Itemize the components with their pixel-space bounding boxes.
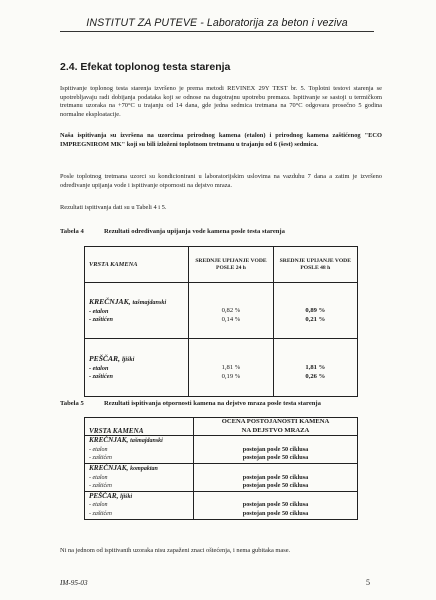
- absorption-value: 1,81 %: [305, 364, 326, 371]
- header-divider: [60, 31, 374, 32]
- frost-result: postojan posle 50 ciklusa: [194, 482, 358, 491]
- page-header: INSTITUT ZA PUTEVE - Laboratorija za beton i veziva: [86, 17, 348, 29]
- sample-label: - zaštićen: [85, 482, 194, 491]
- stone-name: PEŠČAR, ljiški: [89, 353, 135, 363]
- table-header-row: [85, 247, 358, 283]
- header-frost-rating: OCENA POSTOJANOSTI KAMENA: [194, 418, 358, 427]
- frost-result: postojan posle 50 ciklusa: [194, 501, 358, 510]
- page-number: 5: [366, 578, 370, 587]
- table-row: [85, 474, 358, 483]
- table-row: [85, 491, 358, 501]
- absorption-value: 0,26 %: [305, 372, 326, 380]
- table5-caption: [60, 400, 321, 407]
- table-row: [85, 510, 358, 519]
- table5-title: Rezultati ispitivanja otpornosti kamena na dejstvo mraza posle testa starenja: [104, 400, 321, 407]
- frost-result: postojan posle 50 ciklusa: [194, 454, 358, 463]
- value-cell-48h: [273, 339, 357, 397]
- header-absorption-48h: SREDNJE UPIJANJE VODE POSLE 48 h: [273, 247, 357, 283]
- sample-label: - etalon: [85, 474, 194, 483]
- sample-label: - zaštićen: [85, 454, 194, 463]
- sample-label: - etalon: [89, 364, 109, 372]
- sample-label: - zaštićen: [89, 373, 113, 380]
- stone-cell: [85, 283, 189, 339]
- table-header-row: [85, 418, 358, 427]
- absorption-value: 0,89 %: [305, 307, 326, 314]
- header-stone-type: VRSTA KAMENA: [85, 418, 194, 436]
- table4-number: Tabela 4: [60, 228, 84, 235]
- table-row: [85, 283, 358, 339]
- sample-label: - zaštićen: [89, 316, 113, 323]
- stone-cell: [85, 339, 189, 397]
- stone-name: PEŠČAR, ljiški: [85, 491, 194, 501]
- sample-label: - etalon: [85, 446, 194, 455]
- value-cell-24h: [189, 339, 273, 397]
- value-cell-48h: [273, 283, 357, 339]
- closing-statement: Ni na jednom od ispitivanih uzoraka nisu zapaženi znaci oštećenja, i nema gubitaka mase.: [60, 547, 291, 554]
- section-title: 2.4. Efekat toplonog testa starenja: [60, 61, 231, 73]
- paragraph-results-ref: Rezultati ispitivanja dati su u Tabeli 4 i 5.: [60, 204, 167, 211]
- absorption-value: 0,82 %: [221, 307, 241, 314]
- document-code: IM-95-03: [60, 579, 88, 587]
- table-row: [85, 436, 358, 446]
- paragraph-intro: Ispitivanje toplonog testa starenja izvršeno je prema metodi REVINEX 29Y TEST br. 5. Toplotni testovi starenja se upotrebljavaju radi dobijanja podataka koji se odnose na dugotrajnu upotrebu premaza. Ispitivanje se sastoji u termičkom tretmanu uzoraka na +70°C u trajanju od 14 dana, gde jedna sedmica tretmana na 70°C odgovara prosečno 5 godina normalne eksploatacije.: [60, 85, 382, 118]
- table-row: [85, 501, 358, 510]
- absorption-value: 0,14 %: [221, 315, 241, 323]
- table5-number: Tabela 5: [60, 400, 84, 407]
- header-absorption-24h: SREDNJE UPIJANJE VODE POSLE 24 h: [189, 247, 273, 283]
- table-row: [85, 482, 358, 491]
- frost-result: postojan posle 50 ciklusa: [194, 510, 358, 519]
- value-cell-24h: [189, 283, 273, 339]
- sample-label: - zaštićen: [85, 510, 194, 519]
- table4-title: Rezultati određivanja upijanja vode kamena posle testa starenja: [104, 228, 285, 235]
- stone-name: KREČNJAK, tašmajdanski: [89, 296, 167, 306]
- water-absorption-table: [84, 246, 358, 397]
- table-row: [85, 446, 358, 455]
- stone-name: KREČNJAK, kompaktan: [85, 463, 194, 473]
- header-stone-type: VRSTA KAMENA: [85, 247, 189, 283]
- stone-name: KREČNJAK, tašmajdanski: [85, 436, 194, 446]
- header-frost-rating-line2: NA DEJSTVO MRAZA: [194, 427, 358, 436]
- paragraph-samples: Naša ispitivanja su izvršena na uzorcima prirodnog kamena (etalon) i prirodnog kamena zaštićenog "ECO IMPREGNIROM MK" koji su bili izloženi toplotnom tretmanu u trajanju od 6 (šest) sedmica.: [60, 132, 382, 148]
- table-row: [85, 339, 358, 397]
- table4-caption: [60, 228, 285, 235]
- absorption-value: 0,19 %: [221, 372, 241, 380]
- paragraph-conditioning: Posle toplotnog tretmana uzorci su kondicionirani u laboratorijskim uslovima na vazduhu 7 dana a zatim je izvršeno određivanje upijanja vode i ispitivanje otpornosti na dejstvo mraza.: [60, 173, 382, 189]
- table-row: [85, 454, 358, 463]
- frost-resistance-table: [84, 417, 358, 520]
- frost-result: postojan posle 50 ciklusa: [194, 446, 358, 455]
- frost-result: postojan posle 50 ciklusa: [194, 474, 358, 483]
- sample-label: - etalon: [89, 307, 109, 315]
- sample-label: - etalon: [85, 501, 194, 510]
- absorption-value: 0,21 %: [305, 315, 326, 323]
- table-row: [85, 463, 358, 473]
- absorption-value: 1,81 %: [221, 364, 241, 371]
